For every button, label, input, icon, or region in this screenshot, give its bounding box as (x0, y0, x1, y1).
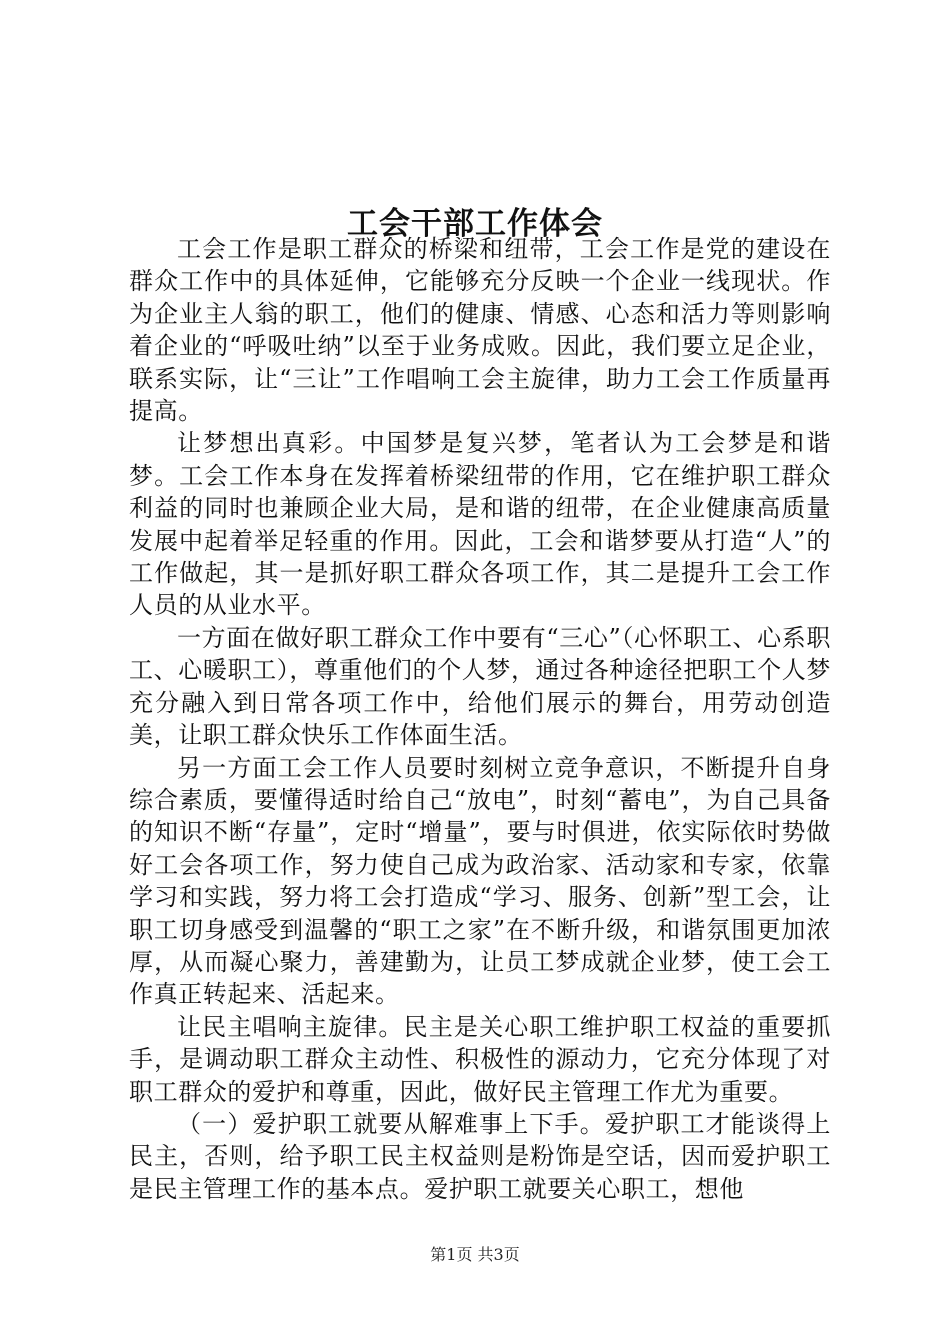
paragraph-4: 另一方面工会工作人员要时刻树立竞争意识，不断提升自身综合素质，要懂得适时给自己“放电”，时刻“蓄电”，为自己具备的知识不断“存量”，定时“增量”，要与时俱进，依实际依时势做好工会各项工作，努力使自己成为政治家、活动家和专家，依靠学习和实践，努力将工会打造成“学习、服务、创新”型工会，让职工切身感受到温馨的“职工之家”在不断升级，和谐氛围更加浓厚，从而凝心聚力，善建勤为，让员工梦成就企业梦，使工会工作真正转起来、活起来。 (129, 753, 831, 1009)
document-title: 工会干部工作体会 (347, 205, 603, 242)
page-footer: 第1页 共3页 (430, 1245, 520, 1264)
paragraph-6: （一）爱护职工就要从解难事上下手。爱护职工才能谈得上民主，否则，给予职工民主权益则是粉饰是空话，因而爱护职工是民主管理工作的基本点。爱护职工就要关心职工，想他 (129, 1109, 831, 1203)
paragraph-3: 一方面在做好职工群众工作中要有“三心”（心怀职工、心系职工、心暖职工），尊重他们的个人梦，通过各种途径把职工个人梦充分融入到日常各项工作中，给他们展示的舞台，用劳动创造美，让职工群众快乐工作体面生活。 (129, 623, 831, 750)
paragraph-5: 让民主唱响主旋律。民主是关心职工维护职工权益的重要抓手，是调动职工群众主动性、积极性的源动力，它充分体现了对职工群众的爱护和尊重，因此，做好民主管理工作尤为重要。 (129, 1012, 831, 1106)
document-body (129, 233, 831, 1205)
paragraph-1: 工会工作是职工群众的桥梁和纽带，工会工作是党的建设在群众工作中的具体延伸，它能够充分反映一个企业一线现状。作为企业主人翁的职工，他们的健康、情感、心态和活力等则影响着企业的“呼吸吐纳”以至于业务成败。因此，我们要立足企业，联系实际，让“三让”工作唱响工会主旋律，助力工会工作质量再提高。 (129, 235, 831, 426)
paragraph-2: 让梦想出真彩。中国梦是复兴梦，笔者认为工会梦是和谐梦。工会工作本身在发挥着桥梁纽带的作用，它在维护职工群众利益的同时也兼顾企业大局，是和谐的纽带，在企业健康高质量发展中起着举足轻重的作用。因此，工会和谐梦要从打造“人”的工作做起，其一是抓好职工群众各项工作，其二是提升工会工作人员的从业水平。 (129, 429, 831, 620)
